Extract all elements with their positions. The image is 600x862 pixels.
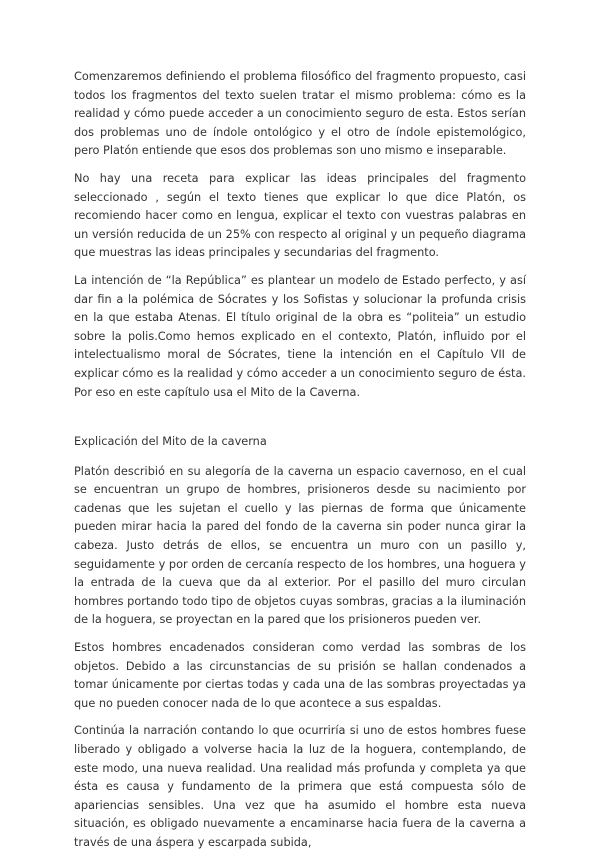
document-page [74,68,526,862]
intro-paragraph-republica: La intención de “la República” es plantear un modelo de Estado perfecto, y así dar fin a la polémica de Sócrates y los Sofistas y solucionar la profunda crisis en la que estaba Atenas. El título original de la obra es “politeia” un estudio sobre la polis.Como hemos explicado en el contexto, Platón, influido por el intelectualismo moral de Sócrates, tiene la intención en el Capítulo VII de explicar cómo es la realidad y cómo acceder a un conocimiento seguro de ésta. Por eso en este capítulo usa el Mito de la Caverna. [74,273,526,399]
intro-paragraph-problem: Comenzaremos definiendo el problema filosófico del fragmento propuesto, casi todos los fragmentos del texto suelen tratar el mismo problema: cómo es la realidad y cómo puede acceder a un conocimiento seguro de esta. Estos serían dos problemas uno de índole ontológico y el otro de índole epistemológico, pero Platón entiende que esos dos problemas son uno mismo e inseparable. [74,70,526,158]
section-paragraph-prisoners: Estos hombres encadenados consideran como verdad las sombras de los objetos. Debido a las circunstancias de su prisión se hallan condenados a tomar únicamente por ciertas todas y cada una de las sombras proyectadas ya que no pueden conocer nada de lo que acontece a sus espaldas. [74,641,526,710]
section-paragraph-liberation: Continúa la narración contando lo que ocurriría si uno de estos hombres fuese liberado y obligado a volverse hacia la luz de la hoguera, contemplando, de este modo, una nueva realidad. Una realidad más profunda y completa ya que ésta es causa y fundamento de la primera que está compuesta sólo de apariencias sensibles. Una vez que ha asumido el hombre esta nueva situación, es obligado nuevamente a encaminarse hacia fuera de la caverna a través de una áspera y escarpada subida, [74,724,526,849]
intro-paragraph-method: No hay una receta para explicar las ideas principales del fragmento seleccionado , según el texto tienes que explicar lo que dice Platón, os recomiendo hacer como en lengua, explicar el texto con vuestras palabras en un versión reducida de un 25% con respecto al original y un pequeño diagrama que muestras las ideas principales y secundarias del fragmento. [74,171,526,260]
section-paragraph-cave: Platón describió en su alegoría de la caverna un espacio cavernoso, en el cual se encuentran un grupo de hombres, prisioneros desde su nacimiento por cadenas que les sujetan el cuello y las piernas de forma que únicamente pueden mirar hacia la pared del fondo de la caverna sin poder nunca girar la cabeza. Justo detrás de ellos, se encuentra un muro con un pasillo y, seguidamente y por orden de cercanía respecto de los hombres, una hoguera y la entrada de la cueva que da al exterior. Por el pasillo del muro circulan hombres portando todo tipo de objetos cuyas sombras, gracias a la iluminación de la hoguera, se proyectan en la pared que los prisioneros pueden ver. [74,464,526,627]
section-heading: Explicación del Mito de la caverna [74,435,267,449]
section-spacer [74,411,526,433]
